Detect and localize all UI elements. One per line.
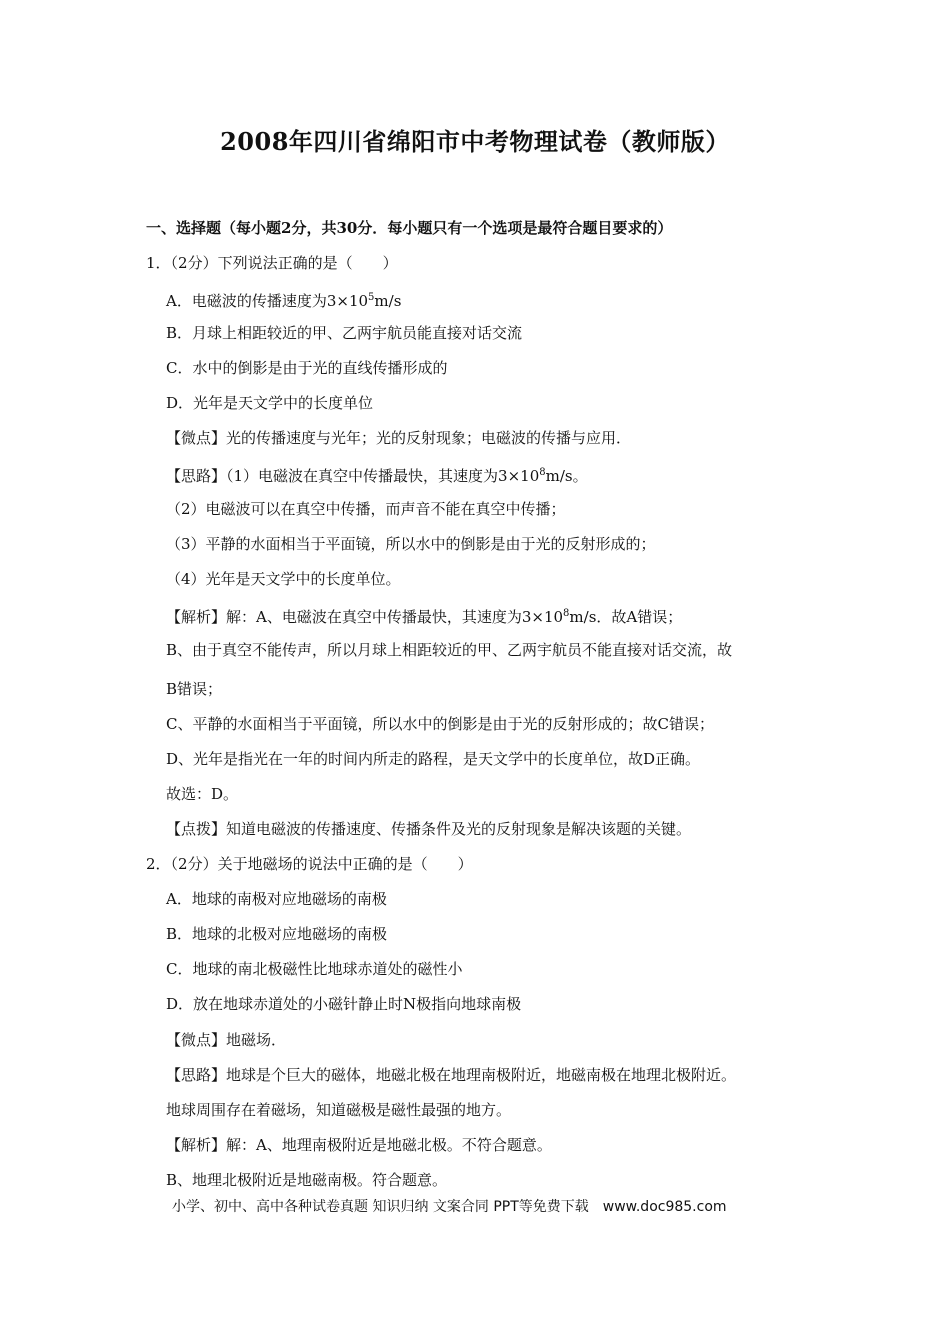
q2-option-b: B．地球的北极对应地磁场的南极	[166, 925, 388, 943]
q1-jiexi-unit: m/s．故A错误；	[569, 608, 683, 626]
q1-weidian: 【微点】光的传播速度与光年；光的反射现象；电磁波的传播与应用．	[166, 429, 632, 447]
q2-weidian: 【微点】地磁场．	[166, 1031, 287, 1049]
q1-dianbo: 【点拨】知道电磁波的传播速度、传播条件及光的反射现象是解决该题的关键。	[166, 820, 692, 838]
q1-stem: 1．（2分）下列说法正确的是（ ）	[146, 254, 398, 272]
q1-silu-1-exponent: 8	[539, 467, 546, 478]
q2-option-a: A．地球的南极对应地磁场的南极	[166, 890, 387, 908]
q1-option-a-exponent: 5	[368, 292, 375, 303]
q1-option-a-text: A．电磁波的传播速度为3×10	[166, 292, 369, 310]
q1-silu-4: （4）光年是天文学中的长度单位。	[166, 570, 401, 588]
q1-jiexi-d: D、光年是指光在一年的时间内所走的路程，是天文学中的长度单位，故D正确。	[166, 750, 701, 768]
q1-option-d: D．光年是天文学中的长度单位	[166, 394, 374, 412]
q1-jiexi-text: 【解析】解：A、电磁波在真空中传播最快，其速度为3×10	[166, 608, 564, 626]
q1-jiexi-c: C、平静的水面相当于平面镜，所以水中的倒影是由于光的反射形成的；故C错误；	[166, 715, 714, 733]
q1-option-a	[166, 288, 401, 311]
q1-jiexi-b-line1: B、由于真空不能传声，所以月球上相距较近的甲、乙两宇航员不能直接对话交流，故	[166, 641, 733, 659]
q1-jiexi-exponent: 8	[563, 608, 570, 619]
q1-answer: 故选：D。	[166, 785, 239, 803]
q1-option-b: B．月球上相距较近的甲、乙两宇航员能直接对话交流	[166, 324, 523, 342]
q1-silu-1-text: 【思路】（1）电磁波在真空中传播最快，其速度为3×10	[166, 467, 540, 485]
q1-option-c: C．水中的倒影是由于光的直线传播形成的	[166, 359, 448, 377]
q1-silu-2: （2）电磁波可以在真空中传播，而声音不能在真空中传播；	[166, 500, 566, 518]
q1-silu-1	[166, 463, 588, 486]
q2-stem: 2．（2分）关于地磁场的说法中正确的是（ ）	[146, 855, 473, 873]
section-heading: 一、选择题（每小题2分，共30分．每小题只有一个选项是最符合题目要求的）	[146, 219, 673, 237]
q2-option-c: C．地球的南北极磁性比地球赤道处的磁性小	[166, 960, 463, 978]
q2-option-d: D．放在地球赤道处的小磁针静止时N极指向地球南极	[166, 995, 522, 1013]
q2-silu-1: 【思路】地球是个巨大的磁体，地磁北极在地理南极附近，地磁南极在地理北极附近。	[166, 1066, 737, 1084]
q2-jiexi-b: B、地理北极附近是地磁南极。符合题意。	[166, 1171, 448, 1189]
q1-silu-1-unit: m/s。	[545, 467, 588, 485]
q1-option-a-unit: m/s	[374, 292, 402, 310]
q2-silu-2: 地球周围存在着磁场，知道磁极是磁性最强的地方。	[166, 1101, 512, 1119]
q1-jiexi	[166, 604, 682, 627]
q2-jiexi-a: 【解析】解：A、地理南极附近是地磁北极。不符合题意。	[166, 1136, 552, 1154]
q1-silu-3: （3）平静的水面相当于平面镜，所以水中的倒影是由于光的反射形成的；	[166, 535, 656, 553]
footer-text: 小学、初中、高中各种试卷真题 知识归纳 文案合同 PPT等免费下载 www.doc985.com	[172, 1199, 727, 1215]
q1-jiexi-b-line2: B错误；	[166, 680, 223, 698]
document-title: 2008年四川省绵阳市中考物理试卷（教师版）	[220, 127, 730, 156]
